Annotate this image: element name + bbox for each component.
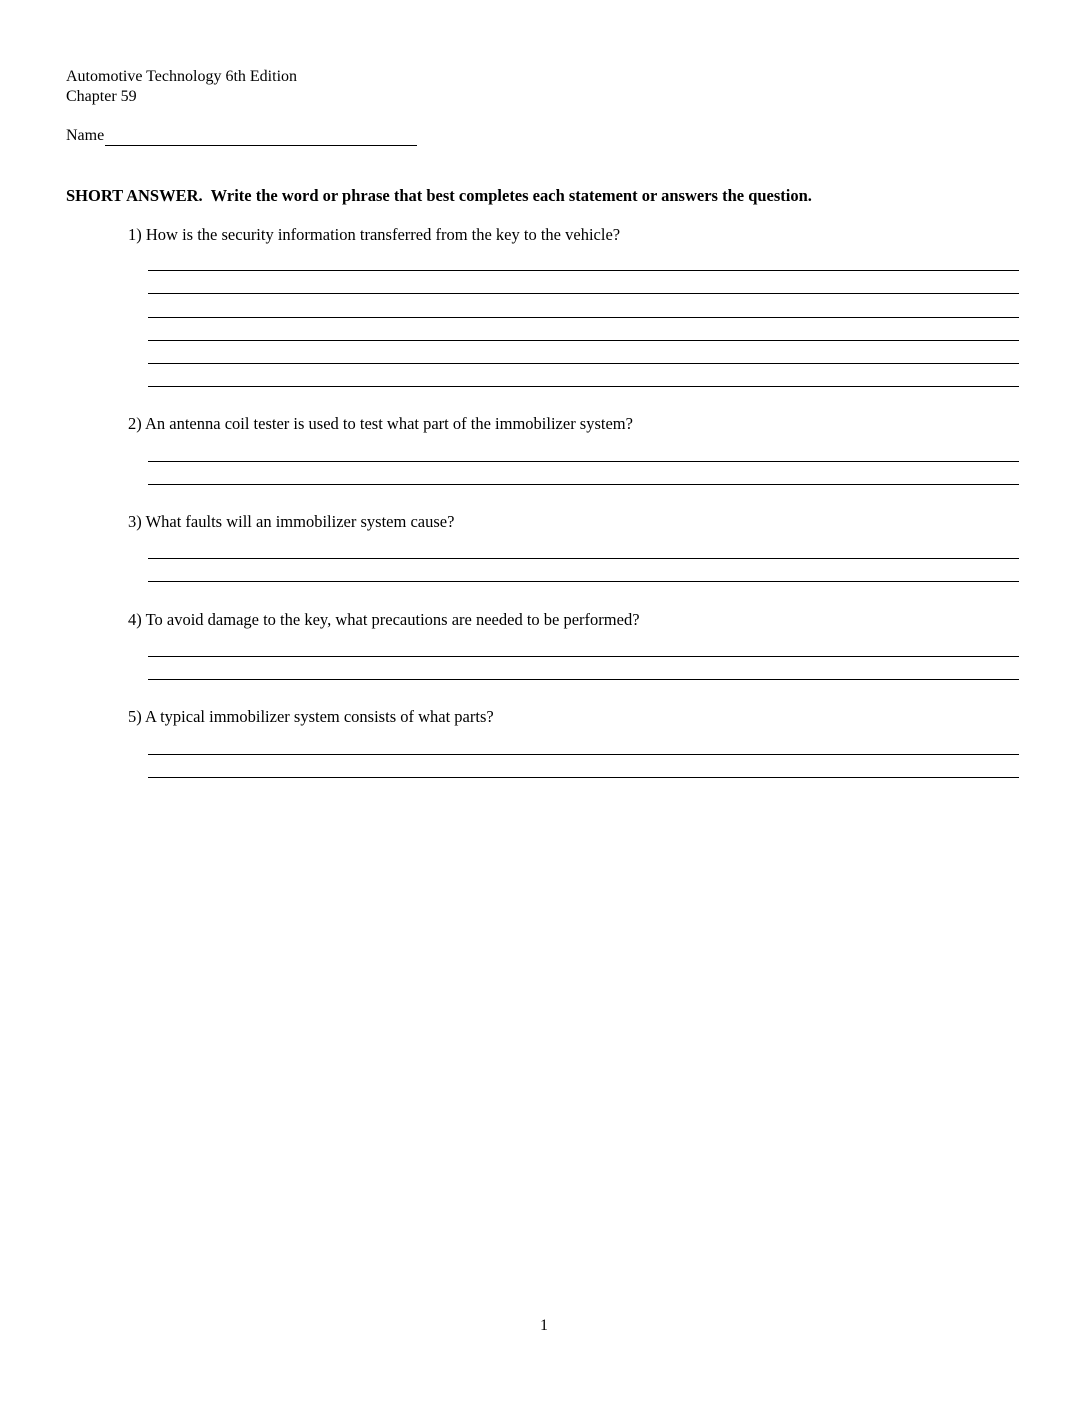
answer-line[interactable] — [148, 754, 1019, 755]
question-1 — [128, 225, 620, 245]
book-title: Automotive Technology 6th Edition — [66, 68, 298, 85]
answer-line[interactable] — [148, 363, 1019, 364]
answer-line[interactable] — [148, 656, 1019, 657]
question-5 — [128, 707, 494, 727]
question-number: 1) — [128, 225, 142, 244]
question-number: 2) — [128, 414, 142, 433]
question-text: To avoid damage to the key, what precautions are needed to be performed? — [145, 610, 640, 629]
question-text: An antenna coil tester is used to test what part of the immobilizer system? — [144, 414, 633, 433]
answer-line[interactable] — [148, 461, 1019, 462]
answer-line[interactable] — [148, 340, 1019, 341]
question-text: A typical immobilizer system consists of what parts? — [144, 707, 494, 726]
name-label: Name — [66, 127, 105, 144]
question-number: 3) — [128, 512, 142, 531]
answer-line[interactable] — [148, 777, 1019, 778]
instructions-text: Write the word or phrase that best completes each statement or answers the question. — [210, 186, 812, 205]
answer-line[interactable] — [148, 484, 1019, 485]
answer-line[interactable] — [148, 270, 1019, 271]
name-row — [66, 126, 417, 146]
question-4 — [128, 610, 640, 630]
answer-line[interactable] — [148, 558, 1019, 559]
name-blank-line[interactable] — [105, 129, 417, 146]
question-text: What faults will an immobilizer system cause? — [145, 512, 455, 531]
question-text: How is the security information transferred from the key to the vehicle? — [145, 225, 621, 244]
chapter-label: Chapter 59 — [66, 88, 137, 105]
page-number: 1 — [540, 1317, 548, 1334]
question-3 — [128, 512, 454, 532]
question-2 — [128, 414, 633, 434]
section-heading: SHORT ANSWER. — [66, 186, 203, 205]
question-number: 5) — [128, 707, 142, 726]
question-number: 4) — [128, 610, 142, 629]
answer-line[interactable] — [148, 581, 1019, 582]
answer-line[interactable] — [148, 293, 1019, 294]
answer-line[interactable] — [148, 317, 1019, 318]
answer-line[interactable] — [148, 679, 1019, 680]
answer-line[interactable] — [148, 386, 1019, 387]
instructions — [66, 186, 812, 206]
